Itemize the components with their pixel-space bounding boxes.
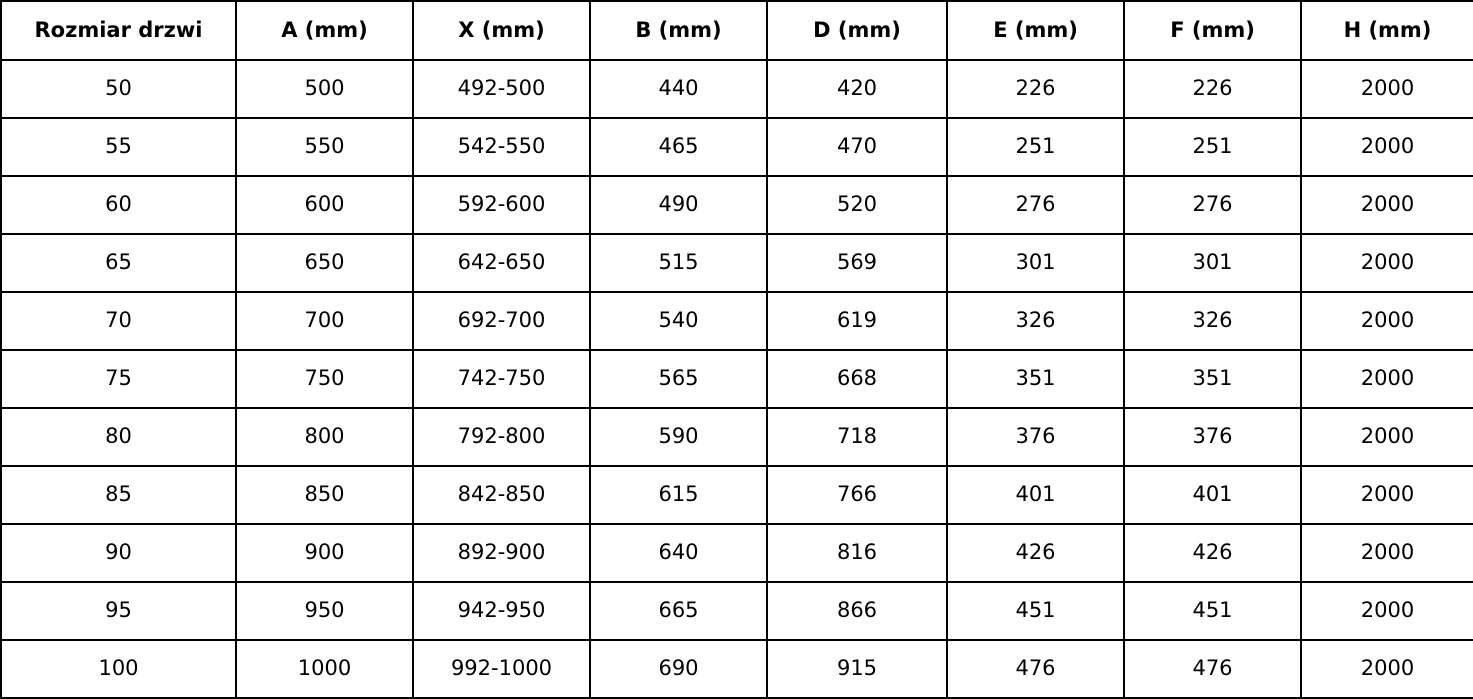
cell-a: 800 — [236, 408, 413, 466]
cell-b: 540 — [590, 292, 767, 350]
cell-f: 226 — [1124, 60, 1301, 118]
cell-h: 2000 — [1301, 60, 1473, 118]
cell-a: 1000 — [236, 640, 413, 698]
cell-f: 326 — [1124, 292, 1301, 350]
table-row — [1, 524, 1473, 582]
table-row — [1, 466, 1473, 524]
cell-h: 2000 — [1301, 176, 1473, 234]
cell-d: 619 — [767, 292, 947, 350]
table-row — [1, 582, 1473, 640]
cell-h: 2000 — [1301, 350, 1473, 408]
cell-e: 276 — [947, 176, 1124, 234]
cell-d: 866 — [767, 582, 947, 640]
cell-b: 590 — [590, 408, 767, 466]
table-body — [1, 60, 1473, 698]
column-header-e: E (mm) — [947, 1, 1124, 60]
cell-h: 2000 — [1301, 118, 1473, 176]
table-row — [1, 234, 1473, 292]
cell-door-size: 100 — [1, 640, 236, 698]
cell-d: 569 — [767, 234, 947, 292]
cell-e: 451 — [947, 582, 1124, 640]
cell-x: 742-750 — [413, 350, 590, 408]
cell-door-size: 75 — [1, 350, 236, 408]
cell-b: 490 — [590, 176, 767, 234]
cell-h: 2000 — [1301, 466, 1473, 524]
column-header-x: X (mm) — [413, 1, 590, 60]
table-header — [1, 1, 1473, 60]
cell-b: 565 — [590, 350, 767, 408]
column-header-f: F (mm) — [1124, 1, 1301, 60]
cell-x: 542-550 — [413, 118, 590, 176]
cell-x: 792-800 — [413, 408, 590, 466]
cell-e: 226 — [947, 60, 1124, 118]
cell-b: 640 — [590, 524, 767, 582]
cell-x: 492-500 — [413, 60, 590, 118]
cell-x: 842-850 — [413, 466, 590, 524]
cell-x: 892-900 — [413, 524, 590, 582]
cell-door-size: 50 — [1, 60, 236, 118]
cell-d: 668 — [767, 350, 947, 408]
cell-d: 766 — [767, 466, 947, 524]
cell-a: 550 — [236, 118, 413, 176]
column-header-b: B (mm) — [590, 1, 767, 60]
cell-f: 401 — [1124, 466, 1301, 524]
cell-d: 470 — [767, 118, 947, 176]
cell-f: 251 — [1124, 118, 1301, 176]
cell-x: 642-650 — [413, 234, 590, 292]
cell-b: 665 — [590, 582, 767, 640]
cell-d: 816 — [767, 524, 947, 582]
cell-d: 718 — [767, 408, 947, 466]
cell-door-size: 65 — [1, 234, 236, 292]
cell-h: 2000 — [1301, 640, 1473, 698]
cell-e: 326 — [947, 292, 1124, 350]
cell-h: 2000 — [1301, 582, 1473, 640]
cell-h: 2000 — [1301, 234, 1473, 292]
cell-door-size: 85 — [1, 466, 236, 524]
cell-a: 650 — [236, 234, 413, 292]
table-row — [1, 176, 1473, 234]
cell-door-size: 70 — [1, 292, 236, 350]
cell-a: 900 — [236, 524, 413, 582]
cell-x: 692-700 — [413, 292, 590, 350]
table-row — [1, 60, 1473, 118]
cell-f: 276 — [1124, 176, 1301, 234]
column-header-h: H (mm) — [1301, 1, 1473, 60]
cell-f: 351 — [1124, 350, 1301, 408]
cell-e: 426 — [947, 524, 1124, 582]
cell-h: 2000 — [1301, 524, 1473, 582]
cell-e: 476 — [947, 640, 1124, 698]
cell-a: 850 — [236, 466, 413, 524]
cell-b: 440 — [590, 60, 767, 118]
cell-e: 376 — [947, 408, 1124, 466]
cell-h: 2000 — [1301, 292, 1473, 350]
cell-a: 700 — [236, 292, 413, 350]
cell-door-size: 55 — [1, 118, 236, 176]
cell-b: 615 — [590, 466, 767, 524]
cell-a: 600 — [236, 176, 413, 234]
cell-e: 251 — [947, 118, 1124, 176]
cell-e: 351 — [947, 350, 1124, 408]
cell-door-size: 80 — [1, 408, 236, 466]
cell-b: 465 — [590, 118, 767, 176]
cell-f: 376 — [1124, 408, 1301, 466]
cell-x: 592-600 — [413, 176, 590, 234]
cell-d: 915 — [767, 640, 947, 698]
cell-f: 301 — [1124, 234, 1301, 292]
cell-f: 451 — [1124, 582, 1301, 640]
column-header-d: D (mm) — [767, 1, 947, 60]
cell-f: 426 — [1124, 524, 1301, 582]
cell-door-size: 95 — [1, 582, 236, 640]
cell-a: 500 — [236, 60, 413, 118]
column-header-door-size: Rozmiar drzwi — [1, 1, 236, 60]
cell-d: 520 — [767, 176, 947, 234]
cell-d: 420 — [767, 60, 947, 118]
cell-b: 690 — [590, 640, 767, 698]
cell-x: 992-1000 — [413, 640, 590, 698]
table-row — [1, 350, 1473, 408]
table-row — [1, 408, 1473, 466]
cell-door-size: 60 — [1, 176, 236, 234]
cell-x: 942-950 — [413, 582, 590, 640]
table-row — [1, 640, 1473, 698]
table-row — [1, 292, 1473, 350]
cell-a: 950 — [236, 582, 413, 640]
table-header-row — [1, 1, 1473, 60]
cell-e: 401 — [947, 466, 1124, 524]
cell-b: 515 — [590, 234, 767, 292]
column-header-a: A (mm) — [236, 1, 413, 60]
cell-e: 301 — [947, 234, 1124, 292]
table-row — [1, 118, 1473, 176]
cell-h: 2000 — [1301, 408, 1473, 466]
cell-f: 476 — [1124, 640, 1301, 698]
cell-a: 750 — [236, 350, 413, 408]
cell-door-size: 90 — [1, 524, 236, 582]
